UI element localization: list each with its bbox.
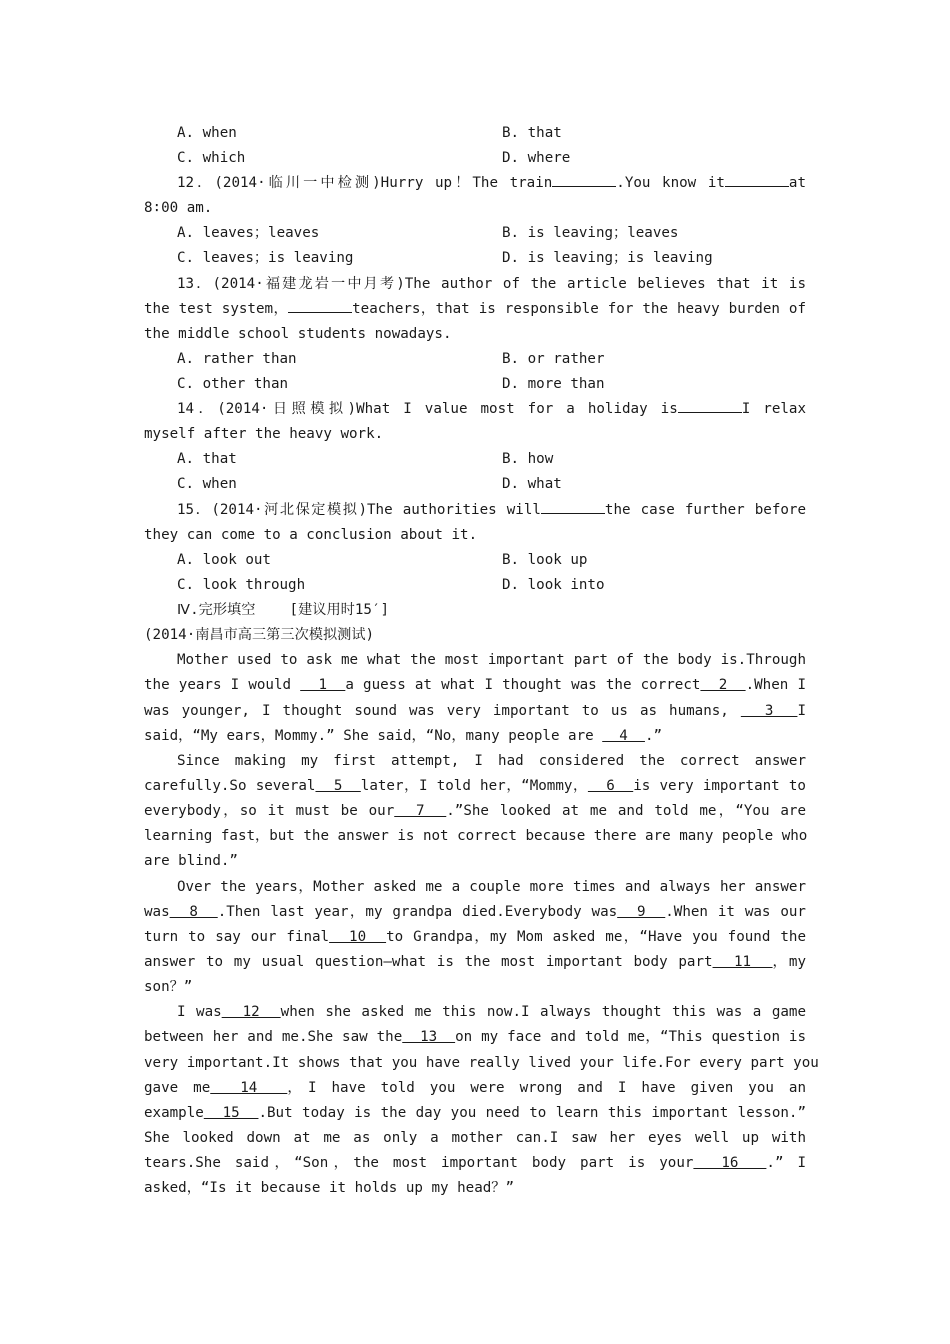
answer-blank [678,398,742,413]
q15-stem: 15．(2014·河北保定模拟)The authorities will the case further before [177,498,806,523]
blank-4: 4 [602,728,645,744]
blank-9: 9 [617,904,666,920]
passage-line: carefully.So several 5 later，I told her，“Mommy， 6 is very important to [144,778,806,794]
passage-line: Over the years，Mother asked me a couple more times and always her answer [177,879,806,895]
passage-line: turn to say our final 10 to Grandpa，my Mom asked me，“Have you found the [144,929,806,945]
q14-option-d: D. what [502,476,562,492]
q13-option-d: D. more than [502,376,605,392]
passage-line: very important.It shows that you have really lived your life.For every part you [144,1055,819,1071]
blank-13: 13 [402,1029,456,1045]
q12-option-b: B. is leaving；leaves [502,225,679,241]
q12-option-c: C. leaves；is leaving [177,250,354,266]
passage-line: learning fast，but the answer is not correct because there are many people who [144,828,808,844]
q14-option-a: A. that [177,451,237,467]
blank-7: 7 [394,803,447,819]
blank-5: 5 [315,778,361,794]
passage-line: example 15 .But today is the day you need to learn this important lesson.” [144,1105,806,1121]
passage-line: was 8 .Then last year，my grandpa died.Everybody was 9 .When it was our [144,904,806,920]
passage-line: answer to my usual question—what is the most important body part 11 ，my [144,954,806,970]
q14-stem-cont: myself after the heavy work. [144,426,384,442]
q13-option-c: C. other than [177,376,289,392]
q13-option-b: B. or rather [502,351,605,367]
answer-blank [541,499,605,514]
blank-11: 11 [712,954,773,970]
passage-line: between her and me.She saw the 13 on my face and told me，“This question is [144,1029,807,1045]
section-source: (2014·南昌市高三第三次模拟测试) [144,627,375,643]
answer-blank [552,172,616,187]
passage-line: tears.She said，“Son，the most important body part is your 16 .” I [144,1155,807,1171]
q12-stem: 12．(2014·临川一中检测)Hurry up！The train .You know it at [177,171,806,196]
q14-option-b: B. how [502,451,554,467]
blank-14: 14 [210,1080,288,1096]
blank-3: 3 [740,703,798,719]
q13-stem-cont: the test system， teachers，that is responsible for the heavy burden of [144,297,806,322]
blank-10: 10 [329,929,387,945]
q13-option-a: A. rather than [177,351,297,367]
passage-line: Since making my first attempt, I had considered the correct answer [177,753,806,769]
passage-line: asked，“Is it because it holds up my head？” [144,1180,515,1196]
blank-15: 15 [203,1105,259,1121]
q11-option-b: B. that [502,125,562,141]
q11-option-c: C. which [177,150,246,166]
passage-line: everybody，so it must be our 7 .”She looked at me and told me，“You are [144,803,806,819]
q15-option-b: B. look up [502,552,588,568]
passage-line: She looked down at me as only a mother can.I saw her eyes well up with [144,1130,806,1146]
q15-option-c: C. look through [177,577,306,593]
passage-line: Mother used to ask me what the most important part of the body is.Through [177,652,806,668]
answer-blank [288,298,352,313]
q13-stem-end: the middle school students nowadays. [144,326,452,342]
blank-6: 6 [587,778,634,794]
q11-option-d: D. where [502,150,571,166]
q12-option-a: A. leaves；leaves [177,225,320,241]
blank-12: 12 [221,1004,281,1020]
q14-option-c: C. when [177,476,237,492]
blank-1: 1 [300,677,346,693]
q12-stem-cont: 8∶00 am. [144,200,213,216]
passage-line: gave me 14 ，I have told you were wrong and I have given you an [144,1080,806,1096]
q11-option-a: A. when [177,125,237,141]
q15-stem-cont: they can come to a conclusion about it. [144,527,478,543]
passage-line: was younger, I thought sound was very important to us as humans, 3 I [144,703,806,719]
q15-option-d: D. look into [502,577,605,593]
blank-16: 16 [693,1155,767,1171]
passage-line: the years I would 1 a guess at what I thought was the correct 2 .When I [144,677,806,693]
q14-stem: 14．(2014·日照模拟)What I value most for a holiday is I relax [177,397,806,422]
section-heading: Ⅳ.完形填空 [建议用时15′] [177,602,390,618]
passage-line: I was 12 when she asked me this now.I always thought this was a game [177,1004,806,1020]
q12-option-d: D. is leaving；is leaving [502,250,713,266]
q13-stem: 13．(2014·福建龙岩一中月考)The author of the article believes that it is [177,276,806,292]
passage-line: are blind.” [144,853,238,869]
blank-8: 8 [169,904,218,920]
blank-2: 2 [700,677,746,693]
passage-line: said，“My ears，Mommy.” She said，“No，many people are 4 .” [144,728,663,744]
answer-blank [725,172,789,187]
q15-option-a: A. look out [177,552,271,568]
passage-line: son？” [144,979,193,995]
